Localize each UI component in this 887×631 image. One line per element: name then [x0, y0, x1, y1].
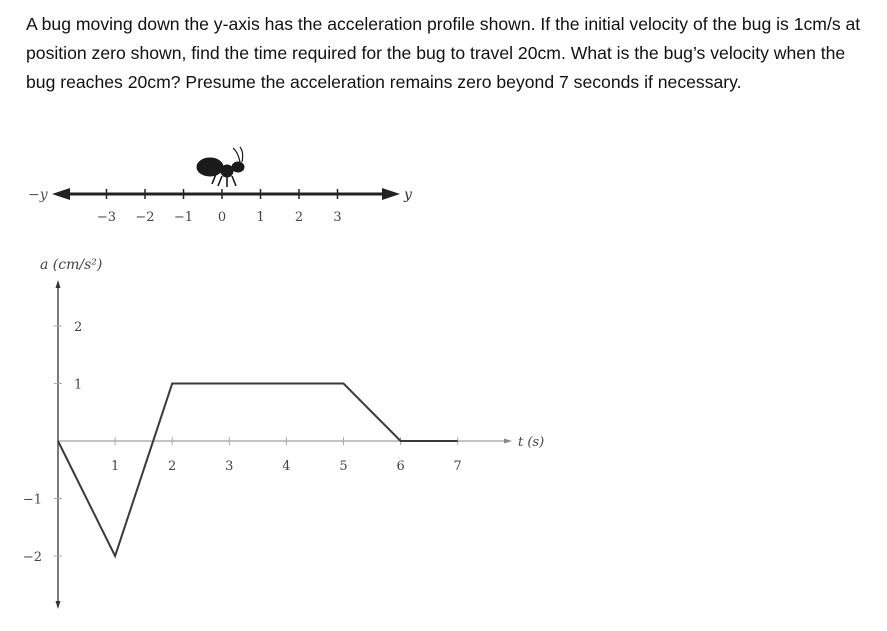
number-line	[28, 147, 413, 225]
x-tick-label: 5	[339, 459, 348, 474]
y-axis-label: a (cm/s²)	[40, 257, 103, 273]
number-line-tick-label: −1	[173, 210, 194, 225]
number-line-tick-label: 1	[256, 210, 265, 225]
x-tick-label: 1	[110, 459, 120, 474]
number-line-right-label: y	[404, 187, 412, 203]
number-line-tick-label: 0	[217, 210, 227, 225]
x-tick-label: 2	[168, 459, 177, 474]
right-arrowhead	[382, 188, 400, 200]
number-line-left-label: −y	[28, 187, 48, 203]
number-line-tick-label: −2	[135, 210, 155, 225]
y-axis-arrow-bottom	[56, 601, 61, 609]
number-line-tick-label: 3	[333, 210, 342, 225]
x-ticks	[111, 437, 462, 474]
number-line-tick-label: −3	[96, 210, 117, 225]
y-tick-label: −2	[22, 550, 42, 565]
acceleration-chart	[23, 257, 544, 609]
problem-statement: A bug moving down the y-axis has the acceleration profile shown. If the initial velocity of the bug is 1cm/s at position zero shown, find the time required for the bug to travel 20cm. What is the bug’s velocity when the bug reaches 20cm? Presume the acceleration remains zero beyond 7 seconds if necessary.	[26, 14, 861, 92]
x-tick-label: 4	[282, 459, 291, 474]
x-tick-label: 3	[225, 459, 234, 474]
x-tick-label: 7	[453, 459, 462, 474]
number-line-tick-label: 2	[294, 210, 304, 225]
y-tick-label: 1	[74, 377, 83, 393]
x-axis-label: t (s)	[518, 435, 545, 450]
x-axis-arrow	[504, 439, 512, 444]
y-tick-label: −1	[22, 492, 42, 508]
x-tick-label: 6	[396, 459, 405, 474]
y-ticks	[23, 320, 82, 565]
y-tick-label: 2	[74, 320, 83, 335]
left-arrowhead	[52, 188, 70, 200]
y-axis-arrow-top	[56, 280, 61, 288]
ant-icon	[197, 147, 244, 187]
